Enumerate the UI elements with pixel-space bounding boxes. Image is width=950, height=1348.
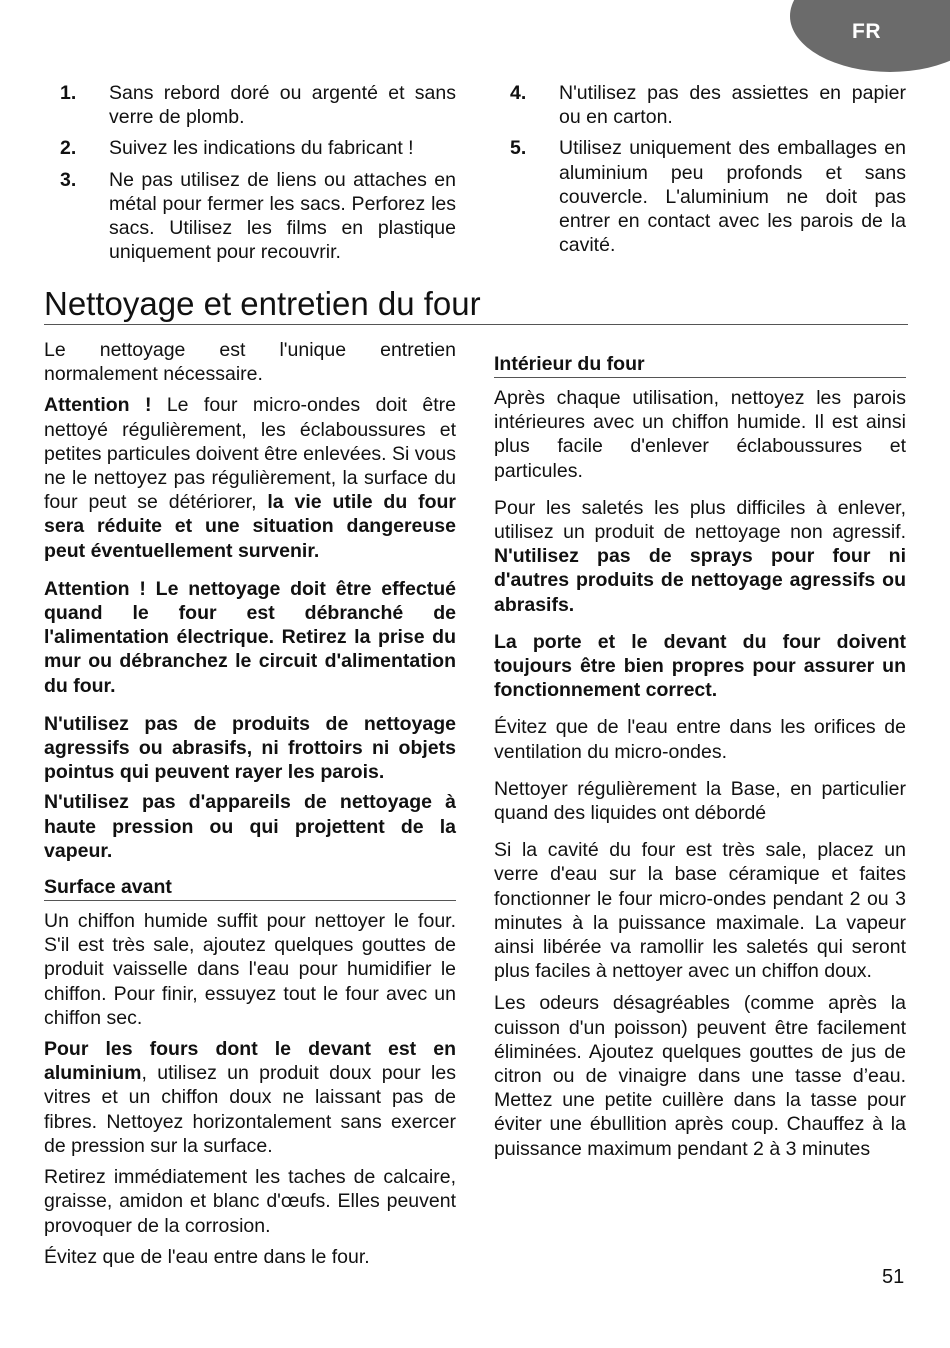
- interior-paragraph: Après chaque utilisation, nettoyez les parois intérieures avec un chiffon humide. Il est ainsi plus facile d'enlever éclaboussures et particules.: [494, 387, 906, 482]
- steam-paragraph: Si la cavité du four est très sale, placez un verre d'eau sur la base céramique et faites fonctionner le four micro-ondes pendant 2 ou 3 minutes à la puissance maximale. La vapeur ainsi libérée va ramollir les saletés qui seront plus faciles à nettoyer avec un chiffon doux.: [494, 839, 906, 983]
- aluminium-paragraph: Pour les fours dont le devant est en aluminium, utilisez un produit doux pour les vitres et un chiffon doux ne laissant pas de fibres. Nettoyez horizontalement sans exercer de pression sur la surface.: [44, 1038, 456, 1157]
- attention-unplug-paragraph: Attention ! Le nettoyage doit être effectué quand le four est débranché de l'alimentation électrique. Retirez la prise du mur ou débranchez le circuit d'alimentation du four.: [44, 577, 456, 697]
- difficult-dirt-paragraph: Pour les saletés les plus difficiles à enlever, utilisez un produit de nettoyage non agressif. N'utilisez pas de sprays pour four ni d'autres produits de nettoyage agressifs ou abrasifs.: [494, 496, 906, 616]
- attention-paragraph: Attention ! Le four micro-ondes doit être nettoyé régulièrement, les éclaboussures et petites particules doivent être enlevées. Si vous ne le nettoyez pas régulièrement, la surface du four peut se détériorer, la vie utile du four sera réduite et une situation dangereuse peut éventuellement survenir.: [44, 394, 457, 562]
- interior-heading: Intérieur du four: [494, 352, 906, 378]
- surface-paragraph: Un chiffon humide suffit pour nettoyer le four. S'il est très sale, ajoutez quelques gouttes de produit vaisselle dans l'eau pour humidifier le chiffon. Pour finir, essuyez tout le four avec un chiffon sec.: [44, 910, 456, 1029]
- stains-paragraph: Retirez immédiatement les taches de calcaire, graisse, amidon et blanc d'œufs. Elles peuvent provoquer de la corrosion.: [44, 1166, 456, 1237]
- door-paragraph: La porte et le devant du four doivent toujours être bien propres pour assurer un fonctionnement correct.: [494, 630, 906, 702]
- warning-abrasive-paragraph: N'utilisez pas de produits de nettoyage agressifs ou abrasifs, ni frottoirs ni objets pointus qui peuvent rayer les parois.: [44, 712, 456, 784]
- ventilation-paragraph: Évitez que de l'eau entre dans les orifices de ventilation du micro-ondes.: [494, 716, 906, 763]
- page-number: 51: [882, 1266, 905, 1288]
- intro-paragraph: Le nettoyage est l'unique entretien normalement nécessaire.: [44, 339, 456, 386]
- left-column: [44, 338, 456, 1269]
- attention-lead: Attention !: [44, 394, 152, 417]
- top-list-left: [44, 81, 456, 271]
- list-item: 4. N'utilisez pas des assiettes en papier ou en carton.: [510, 82, 906, 129]
- right-column: [494, 352, 906, 1161]
- list-item: 2. Suivez les indications du fabricant !: [60, 137, 414, 160]
- warning-pressure-paragraph: N'utilisez pas d'appareils de nettoyage à haute pression ou qui projettent de la vapeur.: [44, 791, 456, 862]
- odours-paragraph: Les odeurs désagréables (comme après la cuisson d'un poisson) peuvent être facilement éliminées. Ajoutez quelques gouttes de jus de citron ou de vinaigre dans une tasse d’eau. Mettez une petite cuillère dans la tasse pour éviter une ébullition après coup. Chauffez à la puissance maximum pendant 2 à 3 minutes: [494, 992, 906, 1160]
- list-item: 3. Ne pas utilisez de liens ou attaches en métal pour fermer les sacs. Perforez les sacs. Utilisez les films en plastique uniquement pour recouvrir.: [60, 168, 456, 264]
- top-list-right: [494, 81, 906, 264]
- language-label: FR: [852, 20, 881, 43]
- base-paragraph: Nettoyer régulièrement la Base, en particulier quand des liquides ont débordé: [494, 777, 906, 825]
- surface-heading: Surface avant: [44, 875, 456, 901]
- list-item: 1. Sans rebord doré ou argenté et sans verre de plomb.: [60, 82, 456, 129]
- water-warning-paragraph: Évitez que de l'eau entre dans le four.: [44, 1245, 370, 1268]
- list-item: 5. Utilisez uniquement des emballages en aluminium peu profonds et sans couvercle. L'aluminium ne doit pas entrer en contact avec les parois de la cavité.: [510, 137, 906, 257]
- section-title: Nettoyage et entretien du four: [44, 284, 908, 325]
